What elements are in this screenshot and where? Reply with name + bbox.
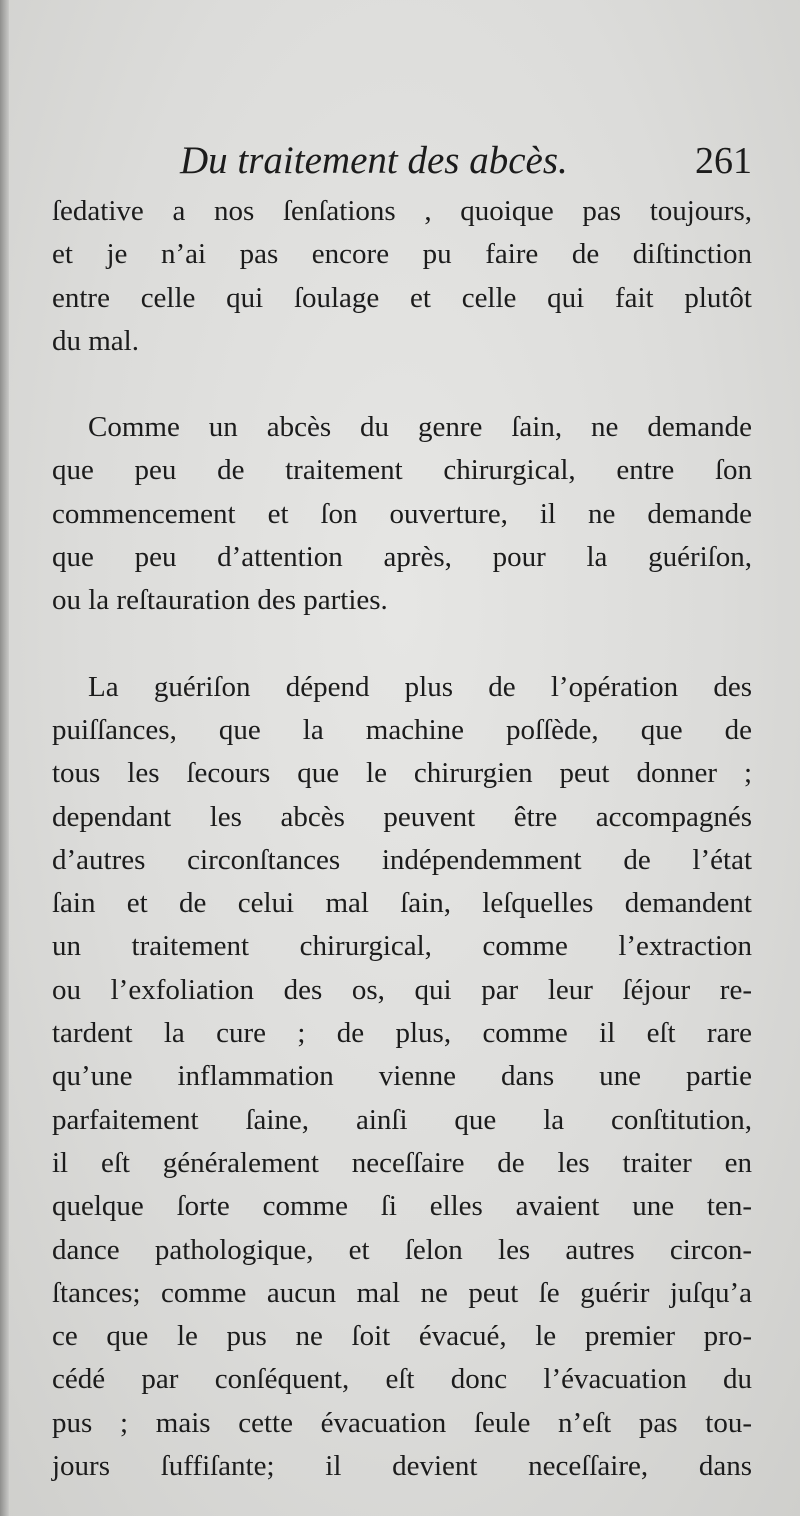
text-line: ſedative a nos ſenſations , quoique pas toujours, — [52, 195, 752, 227]
text-line: tous les ſecours que le chirurgien peut donner ; — [52, 757, 752, 790]
page-edge-shadow — [0, 0, 9, 1516]
paragraph-2 — [52, 406, 752, 622]
text-line: ce que le pus ne ſoit évacué, le premier pro- — [52, 1320, 752, 1353]
text-line: ſtances; comme aucun mal ne peut ſe guérir juſqu’a — [52, 1276, 752, 1309]
text-line: il eſt généralement neceſſaire de les traiter en — [52, 1146, 752, 1179]
text-line: puiſſances, que la machine poſſède, que de — [52, 713, 752, 746]
text-line: entre celle qui ſoulage et celle qui fait plutôt — [52, 281, 752, 314]
page-number: 261 — [695, 140, 752, 182]
text-line: un traitement chirurgical, comme l’extraction — [52, 930, 752, 963]
text-line: quelque ſorte comme ſi elles avaient une ten- — [52, 1190, 752, 1223]
paragraph-gap — [52, 623, 752, 666]
text-line: dependant les abcès peuvent être accompagnés — [52, 800, 752, 833]
text-line: d’autres circonſtances indépendemment de l’état — [52, 843, 752, 876]
text-line: et je n’ai pas encore pu faire de diſtinction — [52, 238, 752, 271]
text-line: que peu d’attention après, pour la guériſon, — [52, 541, 752, 574]
text-line: ou l’exfoliation des os, qui par leur ſéjour re- — [52, 973, 752, 1006]
text-line: commencement et ſon ouverture, il ne demande — [52, 497, 752, 530]
text-line: du mal. — [52, 324, 139, 357]
text-line: La guériſon dépend plus de l’opération des — [88, 670, 752, 703]
body-text — [52, 190, 752, 1488]
paragraph-1 — [52, 190, 752, 363]
text-line: qu’une inflammation vienne dans une partie — [52, 1060, 752, 1093]
text-line: tardent la cure ; de plus, comme il eſt rare — [52, 1017, 752, 1050]
text-line: jours ſuffiſante; il devient neceſſaire, dans — [52, 1450, 752, 1483]
text-line: parfaitement ſaine, ainſi que la conſtitution, — [52, 1103, 752, 1136]
paragraph-gap — [52, 363, 752, 406]
page-header — [56, 136, 760, 186]
text-line: pus ; mais cette évacuation ſeule n’eſt pas tou- — [52, 1406, 752, 1439]
paragraph-3 — [52, 666, 752, 1489]
text-line: dance pathologique, et ſelon les autres circon- — [52, 1233, 752, 1266]
text-line: ou la reſtauration des parties. — [52, 584, 388, 617]
running-title: Du traitement des abcès. — [180, 139, 568, 182]
text-line: que peu de traitement chirurgical, entre ſon — [52, 454, 752, 487]
text-line: ſain et de celui mal ſain, leſquelles demandent — [52, 887, 752, 920]
text-line: cédé par conſéquent, eſt donc l’évacuation du — [52, 1363, 752, 1396]
text-line: Comme un abcès du genre ſain, ne demande — [88, 411, 752, 444]
